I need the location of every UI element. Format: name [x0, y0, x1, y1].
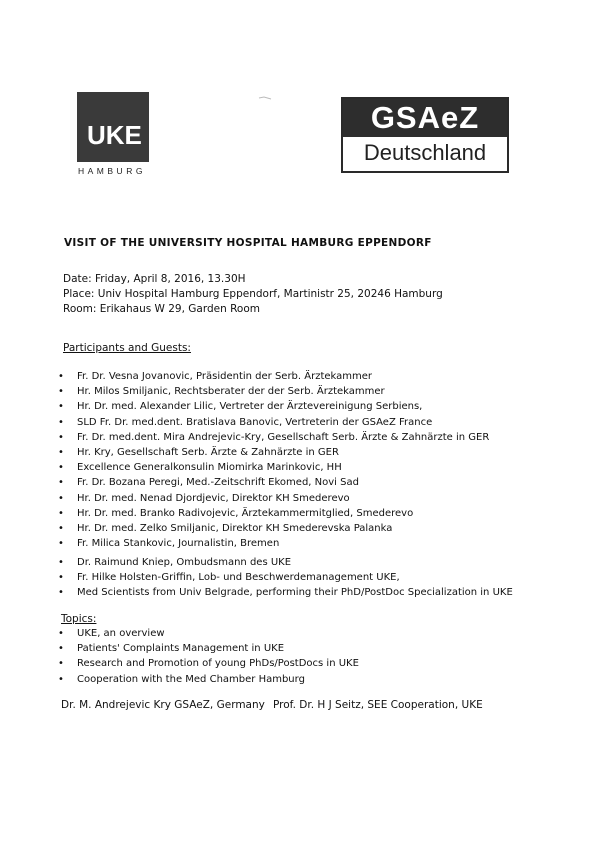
- list-item: • Hr. Dr. med. Alexander Lilic, Vertreter der Ärztevereinigung Serbiens,: [58, 399, 489, 414]
- list-item: • Patients' Complaints Management in UKE: [58, 641, 359, 656]
- event-room: Room: Erikahaus W 29, Garden Room: [63, 303, 261, 315]
- document-title: VISIT OF THE UNIVERSITY HOSPITAL HAMBURG EPPENDORF: [64, 237, 432, 249]
- scan-artifact: [258, 95, 272, 101]
- list-item: • Hr. Dr. med. Zelko Smiljanic, Direktor KH Smederevska Palanka: [58, 521, 489, 536]
- gsaez-logo-bottom: Deutschland: [363, 140, 487, 165]
- signature-left: Dr. M. Andrejevic Kry GSAeZ, Germany: [61, 699, 265, 711]
- participants-list: [58, 369, 489, 551]
- uke-logo-letters: UKE: [87, 120, 142, 150]
- list-item: • SLD Fr. Dr. med.dent. Bratislava Banovic, Vertreterin der GSAeZ France: [58, 415, 489, 430]
- event-place: Place: Univ Hospital Hamburg Eppendorf, Martinistr 25, 20246 Hamburg: [63, 288, 443, 300]
- list-item: • Fr. Dr. Vesna Jovanovic, Präsidentin der Serb. Ärztekammer: [58, 369, 489, 384]
- list-item: • Dr. Raimund Kniep, Ombudsmann des UKE: [58, 555, 513, 570]
- list-item: • Hr. Dr. med. Nenad Djordjevic, Direktor KH Smederevo: [58, 491, 489, 506]
- hosts-list: [58, 555, 513, 601]
- list-item: • Excellence Generalkonsulin Miomirka Marinkovic, HH: [58, 460, 489, 475]
- list-item: • Hr. Kry, Gesellschaft Serb. Ärzte & Zahnärzte in GER: [58, 445, 489, 460]
- list-item: • Fr. Dr. med.dent. Mira Andrejevic-Kry, Gesellschaft Serb. Ärzte & Zahnärzte in GER: [58, 430, 489, 445]
- list-item: • Fr. Dr. Bozana Peregi, Med.-Zeitschrift Ekomed, Novi Sad: [58, 475, 489, 490]
- list-item: • Cooperation with the Med Chamber Hamburg: [58, 672, 359, 687]
- topics-list: [58, 626, 359, 687]
- list-item: • Fr. Milica Stankovic, Journalistin, Bremen: [58, 536, 489, 551]
- uke-logo-city: HAMBURG: [78, 166, 146, 176]
- gsaez-logo: [341, 97, 509, 173]
- participants-heading: Participants and Guests:: [63, 342, 191, 354]
- list-item: • Med Scientists from Univ Belgrade, performing their PhD/PostDoc Specialization in UKE: [58, 585, 513, 600]
- gsaez-logo-top: GSAeZ: [343, 99, 507, 137]
- list-item: • Hr. Milos Smiljanic, Rechtsberater der der Serb. Ärztekammer: [58, 384, 489, 399]
- list-item: • Fr. Hilke Holsten-Griffin, Lob- und Beschwerdemanagement UKE,: [58, 570, 513, 585]
- event-date: Date: Friday, April 8, 2016, 13.30H: [63, 273, 246, 285]
- list-item: • UKE, an overview: [58, 626, 359, 641]
- event-info: [63, 272, 443, 317]
- signature-right: Prof. Dr. H J Seitz, SEE Cooperation, UKE: [273, 699, 483, 711]
- list-item: • Research and Promotion of young PhDs/PostDocs in UKE: [58, 656, 359, 671]
- topics-heading: Topics:: [61, 613, 97, 625]
- list-item: • Hr. Dr. med. Branko Radivojevic, Ärztekammermitglied, Smederevo: [58, 506, 489, 521]
